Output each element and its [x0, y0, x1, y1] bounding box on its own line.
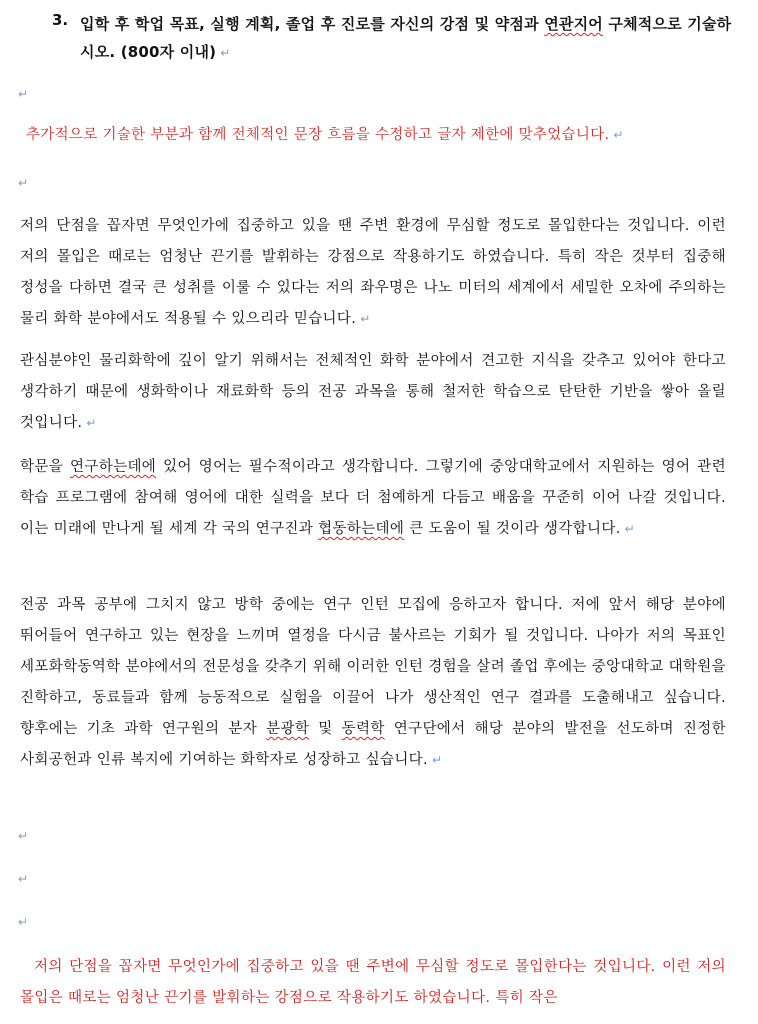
paragraph-mark-icon: ↵ [624, 522, 636, 536]
paragraph-mark-icon: ↵ [220, 46, 231, 60]
paragraph-mark-icon: ↵ [613, 128, 624, 142]
paragraph-mark-icon: ↵ [360, 312, 371, 326]
paragraph-mark-icon: ↵ [18, 176, 29, 190]
paragraph-text: 저의 단점을 꼽자면 무엇인가에 집중하고 있을 땐 주변 환경에 무심할 정도로 몰입한다는 것입니다. 이런 저의 몰입은 때로는 엄청난 끈기를 발휘하는 강점으로 작용하기도 하였습니다. 특히 작은 것부터 집중해 정성을 다하면 결국 큰 성취를 이룰 수 있다는 저의 좌우명은 나노 미터의 세계에서 세밀한 오차에 주의하는 물리 화학 분야에서도 적용될 수 있으리라 믿습니다. [20, 218, 726, 327]
question-text-part2: 구체적으로 기술하시오. (800자 이내) [80, 15, 732, 61]
paragraph-text: 및 [309, 721, 342, 737]
body-paragraph-4 [20, 590, 726, 776]
question-text-part1: 입학 후 학업 목표, 실행 계획, 졸업 후 진로를 자신의 강점 및 약점과 [80, 15, 545, 33]
paragraph-text: 연구단에서 해당 분야의 발전을 선도하며 진정한 사회공헌과 인류 복지에 기여하는 화학자로 성장하고 싶습니다. [20, 721, 726, 768]
editor-note-text: 추가적으로 기술한 부분과 함께 전체적인 문장 흐름을 수정하고 글자 제한에 맞추었습니다. [26, 127, 610, 143]
spellcheck-word[interactable]: 연관지어 [544, 15, 603, 33]
paragraph-mark-icon: ↵ [18, 915, 29, 929]
paragraph-text: 큰 도움이 될 것이라 생각합니다. [404, 521, 621, 537]
paragraph-text: 관심분야인 물리화학에 깊이 알기 위해서는 전체적인 화학 분야에서 견고한 지식을 갖추고 있어야 한다고 생각하기 때문에 생화학이나 재료화학 등의 전공 과목을 통해 철저한 학습으로 탄탄한 기반을 쌓아 올릴 것입니다. [20, 353, 726, 431]
editor-note [26, 125, 746, 145]
question-text [80, 10, 735, 67]
question-number: 3. [52, 11, 69, 29]
paragraph-mark-icon: ↵ [18, 829, 29, 843]
paragraph-mark-icon: ↵ [86, 416, 97, 430]
paragraph-mark-icon: ↵ [18, 87, 29, 101]
paragraph-mark-icon: ↵ [432, 753, 443, 767]
spellcheck-word[interactable]: 동력학 [341, 721, 385, 737]
spellcheck-word[interactable]: 분광학 [266, 721, 310, 737]
paragraph-text: 있어 영어는 필수적이라고 생각합니다. 그렇기에 중앙대학교에서 지원하는 영어 관련 학습 프로그램에 참여해 영어에 대한 실력을 보다 더 첨예하게 다듬고 배움을 꾸준히 이어 나갈 것입니다. 이는 미래에 만나게 될 세계 각 국의 연구진과 [20, 459, 727, 537]
body-paragraph-1 [20, 211, 726, 335]
paragraph-text: 학문을 [20, 459, 71, 475]
spellcheck-word[interactable]: 협동하는데에 [318, 521, 405, 537]
paragraph-text: 전공 과목 공부에 그치지 않고 방학 중에는 연구 인턴 모집에 응하고자 합니다. 저에 앞서 해당 분야에 뛰어들어 연구하고 있는 현장을 느끼며 열정을 다시금 불사르는 기회가 될 것입니다. 나아가 저의 목표인 세포화학동역학 분야에서의 전문성을 갖추기 위해 이러한 인턴 경험을 살려 졸업 후에는 중앙대학교 대학원을 진학하고, 동료들과 함께 능동적으로 실험을 이끌어 나가 생산적인 연구 결과를 도출해내고 싶습니다. 향후에는 기초 과학 연구원의 분자 [20, 597, 726, 737]
spellcheck-word[interactable]: 연구하는데에 [70, 459, 157, 475]
body-paragraph-2 [20, 346, 726, 439]
body-paragraph-3 [20, 452, 726, 545]
paragraph-mark-icon: ↵ [18, 872, 29, 886]
revised-paragraph-text: 저의 단점을 꼽자면 무엇인가에 집중하고 있을 땐 주변에 무심할 정도로 몰입한다는 것입니다. 이런 저의 몰입은 때로는 엄청난 끈기를 발휘하는 강점으로 작용하기도 하였습니다. 특히 작은 [20, 959, 726, 1006]
revised-paragraph [20, 952, 726, 1014]
